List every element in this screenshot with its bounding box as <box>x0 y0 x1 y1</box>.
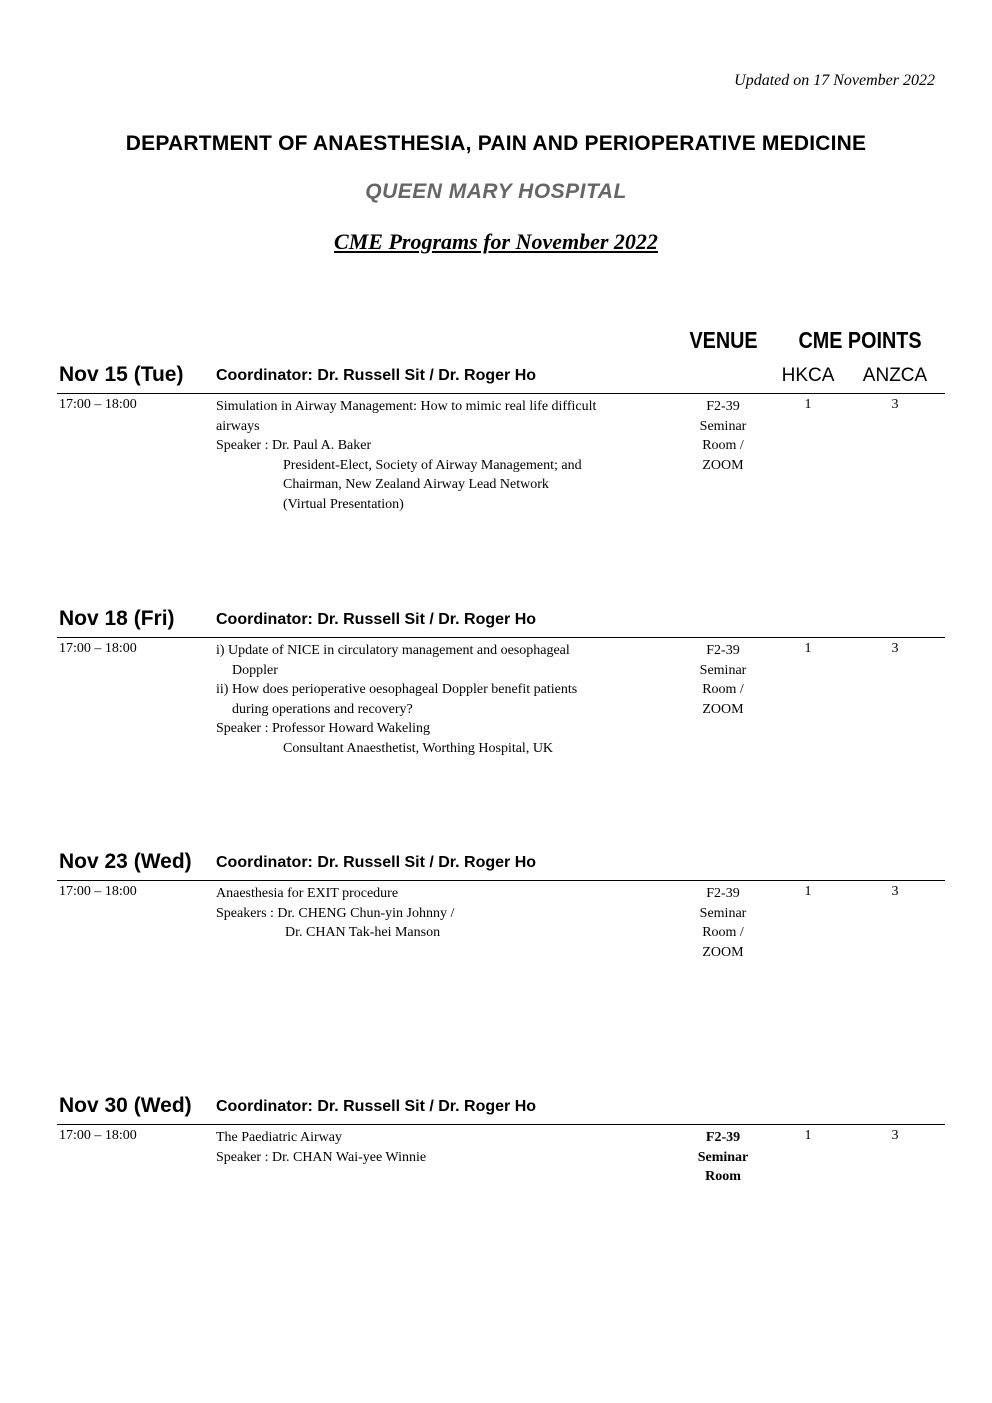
session-date: Nov 15 (Tue) <box>59 363 184 386</box>
venue-column-header: VENUE <box>689 327 758 353</box>
session-coordinator: Coordinator: Dr. Russell Sit / Dr. Roger Ho <box>216 611 537 628</box>
session-details <box>216 1128 681 1167</box>
speaker-line: Speaker : Professor Howard Wakeling <box>216 721 431 736</box>
speaker-line: Dr. CHAN Tak-hei Manson <box>285 925 441 940</box>
session-venue: F2-39 Seminar Room / ZOOM <box>699 643 747 717</box>
speaker-affiliation: President-Elect, Society of Airway Management; and <box>283 457 582 473</box>
anzca-points: 3 <box>891 397 899 412</box>
session-venue: F2-39 Seminar Room <box>697 1130 749 1184</box>
department-title: DEPARTMENT OF ANAESTHESIA, PAIN AND PERIOPERATIVE MEDICINE <box>125 132 867 155</box>
updated-date: Updated on 17 November 2022 <box>734 72 935 89</box>
topic-line: during operations and recovery? <box>232 701 413 717</box>
section-divider <box>57 637 945 638</box>
anzca-points: 3 <box>891 641 899 656</box>
speaker-line: Speaker : Dr. Paul A. Baker <box>216 438 372 453</box>
topic-line: Anaesthesia for EXIT procedure <box>216 886 399 901</box>
section-divider <box>57 880 945 881</box>
session-time: 17:00 – 18:00 <box>59 397 137 412</box>
anzca-points: 3 <box>891 1128 899 1143</box>
session-time: 17:00 – 18:00 <box>59 1128 137 1143</box>
topic-line: Simulation in Airway Management: How to mimic real life difficult <box>216 399 597 414</box>
cme-points-column-header: CME POINTS <box>798 327 922 353</box>
hospital-name: QUEEN MARY HOSPITAL <box>365 180 627 203</box>
session-coordinator: Coordinator: Dr. Russell Sit / Dr. Roger Ho <box>216 854 537 871</box>
anzca-column-header: ANZCA <box>862 365 928 386</box>
hkca-points: 1 <box>804 884 812 899</box>
session-venue: F2-39 Seminar Room / ZOOM <box>699 399 747 473</box>
section-divider <box>57 393 945 394</box>
session-coordinator: Coordinator: Dr. Russell Sit / Dr. Roger Ho <box>216 367 537 384</box>
session-coordinator: Coordinator: Dr. Russell Sit / Dr. Roger Ho <box>216 1098 537 1115</box>
hkca-points: 1 <box>804 397 812 412</box>
hkca-points: 1 <box>804 641 812 656</box>
topic-line: ii) How does perioperative oesophageal Doppler benefit patients <box>216 682 578 697</box>
anzca-points: 3 <box>891 884 899 899</box>
hkca-points: 1 <box>804 1128 812 1143</box>
speaker-line: Speaker : Dr. CHAN Wai-yee Winnie <box>216 1149 427 1165</box>
session-details <box>216 884 681 943</box>
presentation-note: (Virtual Presentation) <box>283 496 404 512</box>
page-title: CME Programs for November 2022 <box>334 229 658 254</box>
session-venue: F2-39 Seminar Room / ZOOM <box>699 886 747 960</box>
topic-line: The Paediatric Airway <box>216 1130 342 1145</box>
speaker-affiliation: Consultant Anaesthetist, Worthing Hospital, UK <box>283 740 554 756</box>
session-date: Nov 18 (Fri) <box>59 607 175 630</box>
session-details <box>216 397 681 514</box>
section-divider <box>57 1124 945 1125</box>
session-time: 17:00 – 18:00 <box>59 884 137 899</box>
session-time: 17:00 – 18:00 <box>59 641 137 656</box>
topic-line: Doppler <box>232 662 278 678</box>
session-details <box>216 641 681 758</box>
topic-line: i) Update of NICE in circulatory management and oesophageal <box>216 643 570 658</box>
speaker-line: Speakers : Dr. CHENG Chun-yin Johnny / <box>216 905 455 921</box>
session-date: Nov 30 (Wed) <box>59 1094 192 1117</box>
session-date: Nov 23 (Wed) <box>59 850 192 873</box>
hkca-column-header: HKCA <box>781 365 835 386</box>
topic-line: airways <box>216 418 260 434</box>
speaker-affiliation: Chairman, New Zealand Airway Lead Network <box>283 477 549 492</box>
